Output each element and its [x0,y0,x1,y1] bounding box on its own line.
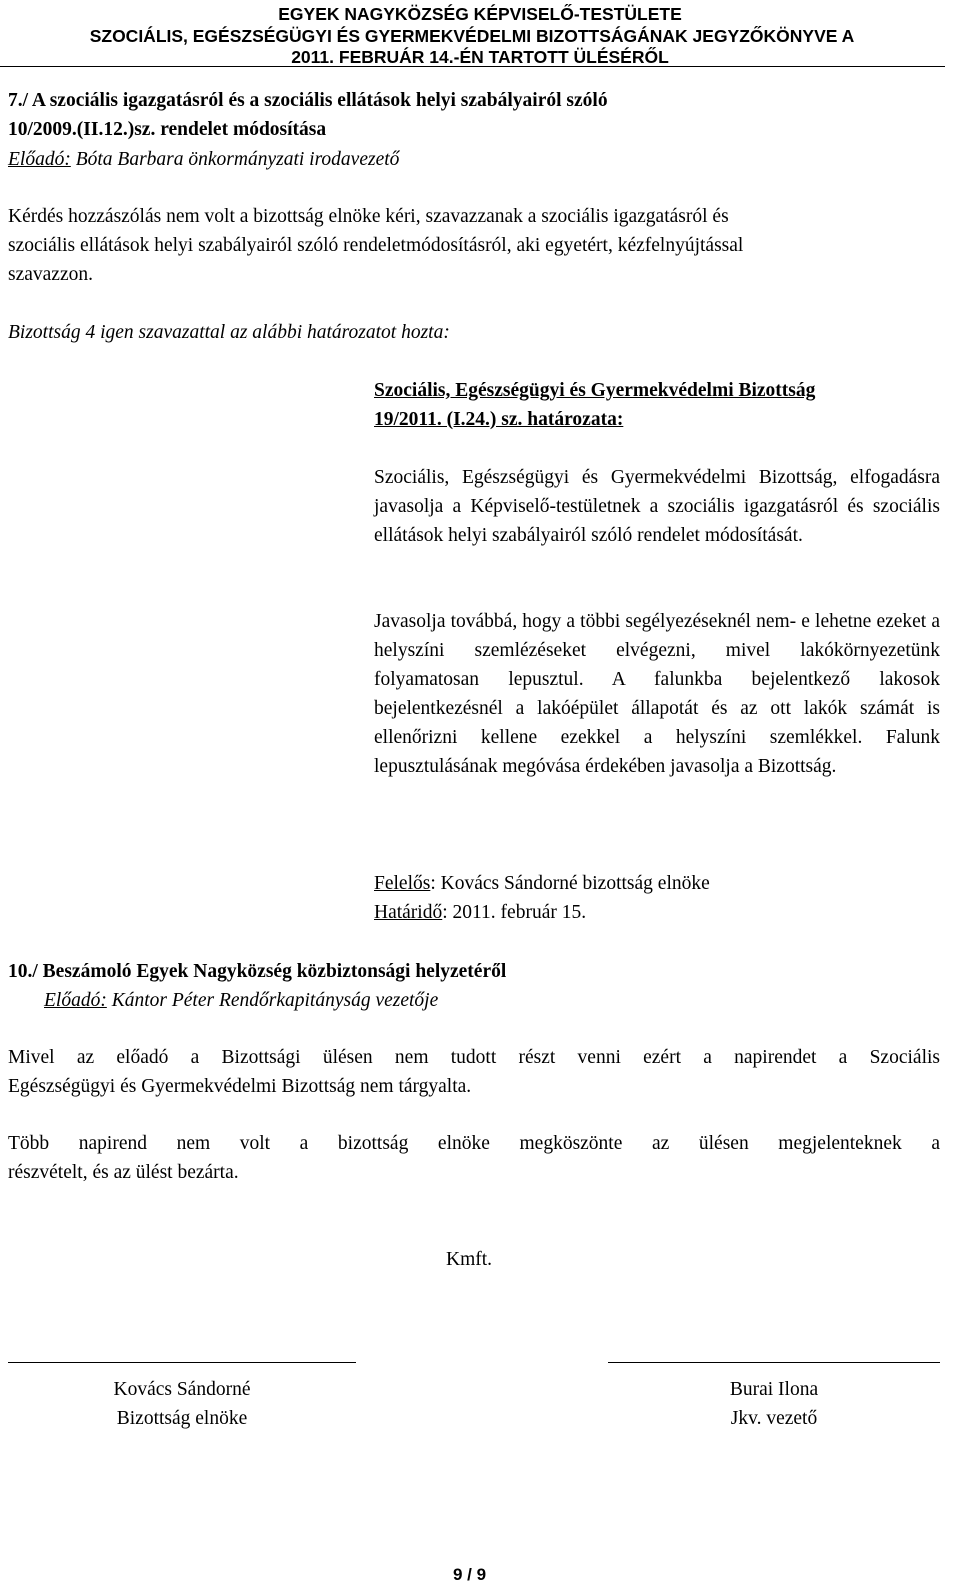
presenter-label: Előadó: [8,149,71,170]
signature-right-name: Burai Ilona [729,1379,819,1400]
item7-discussion-line-1: Kérdés hozzászólás nem volt a bizottság elnöke kéri, szavazzanak a szociális igazgatásról és [8,206,729,227]
signature-line-right [608,1362,940,1363]
deadline-label: Határidő [374,902,443,923]
signature-right-role: Jkv. vezető [730,1408,818,1429]
item10-presenter [44,986,438,1015]
kmft-text: Kmft. [446,1249,493,1270]
presenter-label: Előadó: [44,990,107,1011]
item7-discussion-line-2: szociális ellátások helyi szabályairól szóló rendeletmódosításról, aki egyetért, kézfelnyújtással [8,235,744,256]
item7-discussion-line-3: szavazzon. [8,264,93,285]
resolution-heading-line-2: 19/2011. (I.24.) sz. határozata: [374,409,624,430]
signature-left-role: Bizottság elnöke [116,1408,248,1429]
deadline-line [374,898,586,927]
header-line-3: 2011. FEBRUÁR 14.-ÉN TARTOTT ÜLÉSÉRŐL [291,47,669,67]
item10-title: 10./ Beszámoló Egyek Nagyközség közbiztonsági helyzetéről [8,961,507,982]
resolution-heading-line-1: Szociális, Egészségügyi és Gyermekvédelmi Bizottság [374,380,816,401]
item7-title-line-1: 7./ A szociális igazgatásról és a szociális ellátások helyi szabályairól szóló [8,90,608,111]
item7-presenter [8,145,399,174]
deadline-value: : 2011. február 15. [442,902,587,923]
proposal-text: Javasolja továbbá, hogy a többi segélyezéseknél nem- e lehetne ezeket a helyszíni szemlézéseket elvégezni, mivel lakókörnyezetünk folyamatosan lepusztul. A falunkba bejelentkező lakosok bejelentkezésnél a lakóépület állapotát és az ott lakók számát is ellenőrizni kellene ezekkel a helyszíni szemlékkel. Falunk lepusztulásának megóvása érdekében javasolja a Bizottság. [374,611,940,777]
presenter-name: Bóta Barbara önkormányzati irodavezető [70,149,400,170]
responsible-value: : Kovács Sándorné bizottság elnöke [430,873,710,894]
header-divider [0,66,945,67]
header-line-2: SZOCIÁLIS, EGÉSZSÉGÜGYI ÉS GYERMEKVÉDELMI BIZOTTSÁGÁNAK JEGYZŐKÖNYVE A [89,26,855,46]
signature-line-left [8,1362,356,1363]
resolution-text: Szociális, Egészségügyi és Gyermekvédelmi Bizottság, elfogadásra javasolja a Képviselő-testületnek a szociális igazgatásról és szociális ellátások helyi szabályairól szóló rendelet módosítását. [374,467,940,546]
item10-text-line-1: Mivel az előadó a Bizottsági ülésen nem tudott részt venni ezért a napirendet a Szociális [8,1047,940,1068]
header-line-1: EGYEK NAGYKÖZSÉG KÉPVISELŐ-TESTÜLETE [278,4,682,24]
responsible-line [374,869,710,898]
closing-line-1: Több napirend nem volt a bizottság elnöke megköszönte az ülésen megjelenteknek a [8,1133,940,1154]
presenter-name: Kántor Péter Rendőrkapitányság vezetője [106,990,439,1011]
item10-text-line-2: Egészségügyi és Gyermekvédelmi Bizottság nem tárgyalta. [8,1076,472,1097]
responsible-label: Felelős [374,873,431,894]
page-number: 9 / 9 [453,1565,487,1584]
item7-title-line-2: 10/2009.(II.12.)sz. rendelet módosítása [8,119,327,140]
closing-line-2: részvételt, és az ülést bezárta. [8,1162,239,1183]
item7-vote-text: Bizottság 4 igen szavazattal az alábbi határozatot hozta: [8,322,450,343]
signature-left-name: Kovács Sándorné [113,1379,251,1400]
